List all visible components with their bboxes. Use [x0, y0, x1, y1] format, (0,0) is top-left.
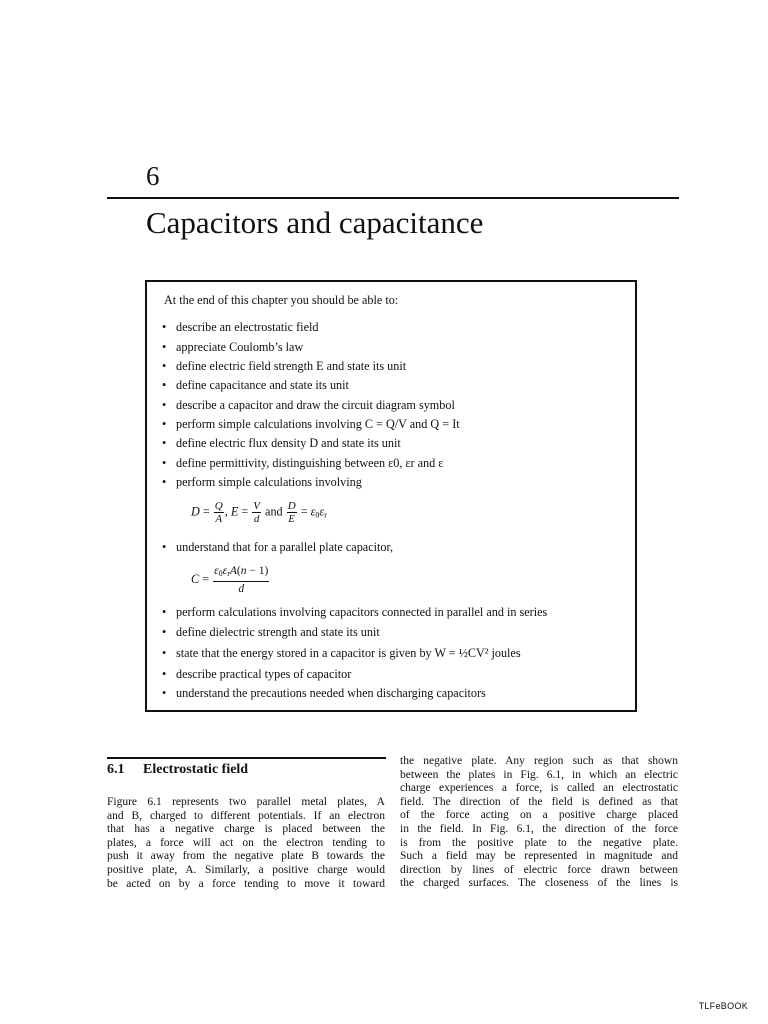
objective-item: • define electric field strength E and state its unit: [162, 359, 407, 373]
objective-text: describe an electrostatic field: [176, 320, 319, 334]
objective-text: describe a capacitor and draw the circuit diagram symbol: [176, 398, 455, 412]
objective-text: define dielectric strength and state its unit: [176, 625, 380, 639]
objective-item: • state that the energy stored in a capacitor is given by W = ½CV² joules: [162, 646, 521, 660]
objective-text: define permittivity, distinguishing between ε0, εr and ε: [176, 456, 444, 470]
objective-text: understand the precautions needed when discharging capacitors: [176, 686, 486, 700]
body-left-column: [107, 796, 385, 891]
objective-text: describe practical types of capacitor: [176, 667, 352, 681]
objective-item: • perform simple calculations involving: [162, 475, 362, 489]
section-number: 6.1: [107, 762, 125, 777]
objective-text: appreciate Coulomb’s law: [176, 340, 304, 354]
body-line: the charged surfaces. The closeness of the lines is: [400, 877, 678, 890]
body-line: push it away from the negative plate B towards the: [107, 850, 385, 863]
objective-text: define capacitance and state its unit: [176, 378, 349, 392]
section-title: Electrostatic field: [143, 762, 249, 777]
body-line: direction by lines of electric force drawn between: [400, 863, 678, 876]
objective-item: • describe a capacitor and draw the circuit diagram symbol: [162, 398, 455, 412]
objective-item: • define dielectric strength and state its unit: [162, 625, 380, 639]
objective-text: understand that for a parallel plate capacitor,: [176, 540, 394, 554]
chapter-number: 6: [146, 161, 160, 191]
objective-item: • perform simple calculations involving C = Q/V and Q = It: [162, 417, 460, 431]
body-line: be acted on by a force tending to move it toward: [107, 877, 385, 890]
objective-item: • appreciate Coulomb’s law: [162, 340, 304, 354]
objectives-intro: At the end of this chapter you should be able to:: [164, 293, 399, 307]
objective-item: • define capacitance and state its unit: [162, 378, 349, 392]
objectives-box: [145, 280, 637, 712]
body-right-column: [400, 755, 678, 891]
objective-text: perform calculations involving capacitors connected in parallel and in series: [176, 605, 548, 619]
objective-item: • define permittivity, distinguishing between ε0, εr and ε: [162, 456, 444, 470]
body-line: field. The direction of the field is defined as that: [400, 795, 678, 808]
footer-watermark: TLFeBOOK: [698, 1001, 748, 1011]
body-line: Such a field may be represented in magnitude and: [400, 850, 678, 863]
body-line: the negative plate. Any region such as that shown: [400, 755, 678, 767]
objective-text: define electric flux density D and state its unit: [176, 436, 401, 450]
body-line: that has a negative charge is placed between the: [107, 823, 385, 836]
body-line: charge experiences a force, is called an electrostatic: [400, 782, 678, 795]
objective-item: • understand that for a parallel plate capacitor,: [162, 540, 394, 554]
formula-capacitance: C = $\frac{\varepsilon_0\varepsilon_rA(n - 1)}{d}$: [191, 565, 269, 595]
body-line: in the field. In Fig. 6.1, the direction of the force: [400, 822, 678, 835]
body-line: and B, charged to different potentials. If an electron: [107, 809, 385, 822]
objective-item: • describe practical types of capacitor: [162, 667, 352, 681]
body-line: of the force acting on a positive charge placed: [400, 809, 678, 822]
objective-text: perform simple calculations involving C = Q/V and Q = It: [176, 417, 460, 431]
body-line: between the plates in Fig. 6.1, in which an electric: [400, 768, 678, 781]
objective-item: • understand the precautions needed when discharging capacitors: [162, 686, 486, 700]
body-line: Figure 6.1 represents two parallel metal plates, A: [107, 796, 385, 808]
formula-flux-field: D = $\frac{Q}{A}$ , E = $\frac{V}{d}$ and $\frac{D}{E}$ = $\varepsilon_0\varepsilon_r$: [191, 500, 327, 525]
section-rule: [107, 757, 386, 759]
chapter-title: Capacitors and capacitance: [146, 205, 484, 240]
section-heading: [107, 762, 248, 778]
objective-text: state that the energy stored in a capacitor is given by W = ½CV² joules: [176, 646, 521, 660]
objective-item: • perform calculations involving capacitors connected in parallel and in series: [162, 605, 548, 619]
objective-text: perform simple calculations involving: [176, 475, 362, 489]
chapter-rule: [107, 197, 679, 199]
objective-text: define electric field strength E and state its unit: [176, 359, 407, 373]
objective-item: • define electric flux density D and state its unit: [162, 436, 401, 450]
body-line: plates, a force will act on the electron tending to: [107, 836, 385, 849]
body-line: positive plate, A. Similarly, a positive charge would: [107, 863, 385, 876]
body-line: is from the positive plate to the negative plate.: [400, 836, 678, 849]
objective-item: • describe an electrostatic field: [162, 320, 319, 334]
